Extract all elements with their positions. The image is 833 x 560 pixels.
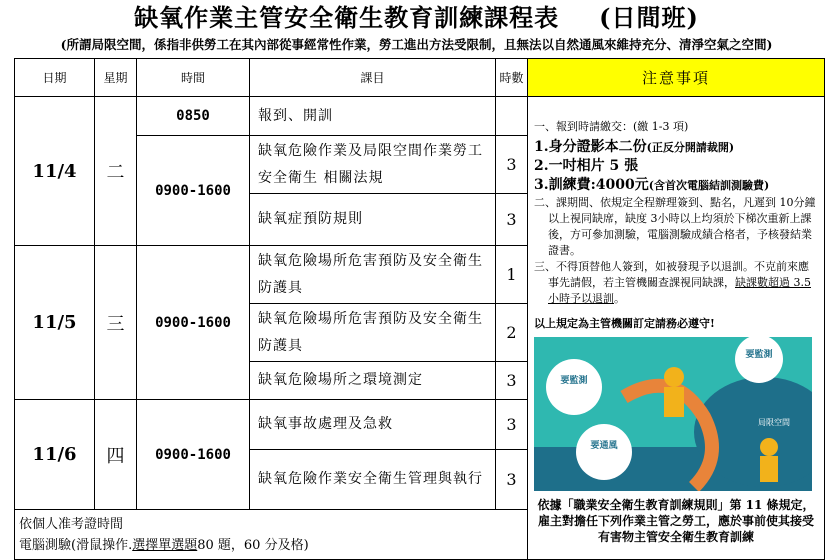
header-date: 日期 [15, 59, 95, 97]
illus-worker2-body [760, 456, 778, 482]
exam-info-line-2-a: 電腦測驗(滑鼠操作. [19, 537, 133, 553]
illus-worker2-head [760, 438, 778, 456]
notice-item-2: 2.一吋相片 5 張 [534, 157, 639, 174]
hours-cell: 3 [496, 450, 528, 510]
notice-item-1 [534, 138, 818, 157]
illus-label-space: 局限空間 [758, 417, 790, 427]
subject-cell: 缺氧危險場所危害預防及安全衛生防護具 [250, 304, 496, 362]
time-cell: 0850 [137, 97, 250, 136]
hours-cell: 3 [496, 136, 528, 194]
exam-info-line-2-c: 80 題，60 分及格) [197, 537, 309, 553]
notice-item-1-text: 1.身分證影本二份 [534, 138, 647, 155]
notice-panel [528, 97, 825, 560]
subject-cell: 報到、開訓 [250, 97, 496, 136]
time-cell: 0900-1600 [137, 136, 250, 246]
exam-info-cell [15, 510, 528, 560]
subject-cell: 缺氧危險作業安全衛生管理與執行 [250, 450, 496, 510]
subject-cell: 缺氧危險作業及局限空間作業勞工安全衛生 相關法規 [250, 136, 496, 194]
illus-label-ventilate: 要通風 [590, 440, 618, 451]
weekday-cell: 四 [95, 400, 137, 510]
confined-space-illustration [534, 337, 812, 491]
exam-info-line-2 [19, 535, 523, 556]
notice-item-3-note: (含首次電腦結訓測驗費) [648, 178, 770, 192]
notice-item-3-text: 3.訓練費:4000元 [534, 176, 649, 193]
notice-bold-line: 以上規定為主管機關訂定請務必遵守! [534, 316, 715, 330]
hours-cell: 2 [496, 304, 528, 362]
weekday-cell: 三 [95, 246, 137, 400]
illus-label-monitor-1: 要監測 [560, 375, 588, 386]
notice-item-3 [534, 176, 818, 195]
time-cell: 0900-1600 [137, 246, 250, 400]
illus-worker-body [664, 387, 684, 417]
notice-para-3-b: 缺課數超過 3.5 小時予以退訓 [548, 275, 811, 305]
notice-item-1-note: (正反分開請裁開) [646, 140, 735, 154]
illus-worker-head [664, 367, 684, 387]
notice-para-3-c: 。 [614, 291, 625, 305]
exam-info-line-2-b: 選擇單選題 [132, 537, 198, 553]
time-cell: 0900-1600 [137, 400, 250, 510]
illus-bubble-1 [546, 359, 602, 415]
header-notice: 注意事項 [528, 59, 825, 97]
title-suffix: (日間班) [599, 3, 699, 32]
page-subtitle: (所謂局限空間，係指非供勞工在其內部從事經常性作業，勞工進出方法受限制，且無法以自然通風來維持充分、清淨空氣之空間) [60, 37, 773, 52]
hours-cell: 3 [496, 400, 528, 450]
title-main: 缺氧作業主管安全衛生教育訓練課程表 [134, 3, 560, 32]
hours-cell: 1 [496, 246, 528, 304]
subject-cell: 缺氧症預防規則 [250, 194, 496, 246]
header-subject: 課目 [250, 59, 496, 97]
notice-intro: 一、報到時請繳交：(繳 1-3 項) [534, 119, 689, 133]
hours-cell [496, 97, 528, 136]
subject-cell: 缺氧危險場所之環境測定 [250, 362, 496, 400]
hours-cell: 3 [496, 194, 528, 246]
illus-bubble-3 [576, 424, 632, 480]
subject-cell: 缺氧事故處理及急救 [250, 400, 496, 450]
date-cell: 11/6 [15, 400, 95, 510]
notice-para-3 [534, 259, 818, 307]
notice-para-2: 二、課期間、依規定全程辦理簽到、點名，凡遲到 10分鐘以上視同缺席，缺度 3小時以上均須於下梯次重新上課後，方可參加測驗，電腦測驗成績合格者，予核發結業證書。 [534, 195, 816, 257]
notice-para-3-a: 三、不得頂替他人簽到，如被發現予以退訓。不克前來應事先請假，若主管機關查課視同缺課， [534, 259, 809, 289]
illus-bubble-2 [735, 337, 783, 383]
notice-law-text: 依據「職業安全衛生教育訓練規則」第 11 條規定，雇主對擔任下列作業主管之勞工，應於事前使其接受有害物主管安全衛生教育訓練 [537, 497, 815, 544]
schedule-table [14, 58, 825, 560]
header-weekday: 星期 [95, 59, 137, 97]
subject-cell: 缺氧危險場所危害預防及安全衛生防護具 [250, 246, 496, 304]
exam-info-line-1: 依個人准考證時間 [19, 516, 124, 532]
hours-cell: 3 [496, 362, 528, 400]
weekday-cell: 二 [95, 97, 137, 246]
date-cell: 11/4 [15, 97, 95, 246]
header-time: 時間 [137, 59, 250, 97]
date-cell: 11/5 [15, 246, 95, 400]
header-hours: 時數 [496, 59, 528, 97]
illus-label-monitor-2: 要監測 [745, 349, 773, 360]
page-title [0, 2, 833, 34]
